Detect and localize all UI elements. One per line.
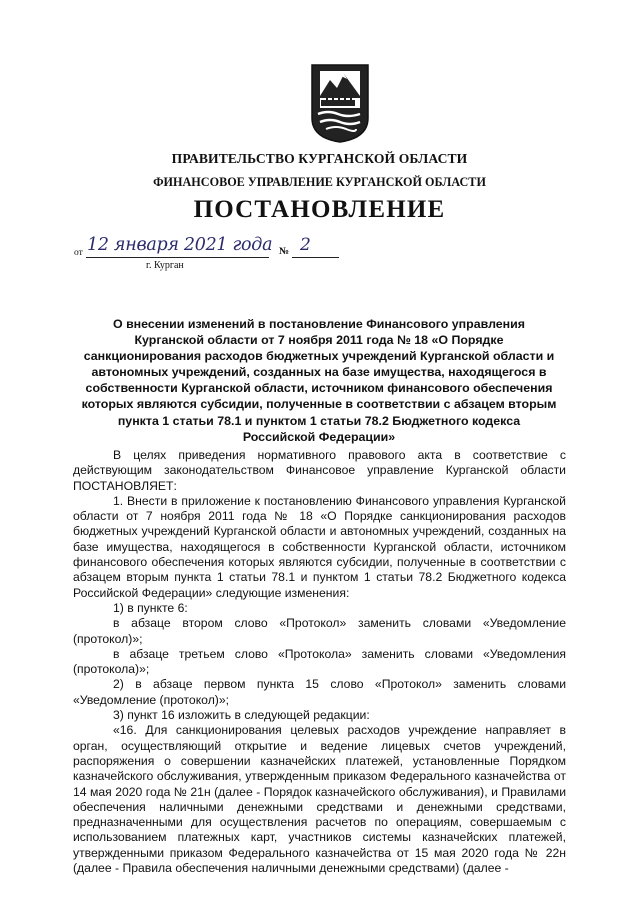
date-prefix: от: [74, 248, 83, 258]
handwritten-date: 12 января 2021 года: [87, 235, 273, 255]
document-subject: О внесении изменений в постановление Финансового управления Курганской области от 7 ноября 2011 года № 18 «О Порядке санкционирования расходов бюджетных учреждений Курганской области и автономных учреждений, созданных на базе имущества, находящегося в собственности Курганской области, источником финансового обеспечения которых являются субсидии, полученные в соответствии с абзацем вторым пункта 1 статьи 78.1 и пунктом 1 статьи 78.2 Бюджетного кодекса Российской Федерации»: [81, 317, 557, 444]
department-title: ФИНАНСОВОЕ УПРАВЛЕНИЕ КУРГАНСКОЙ ОБЛАСТИ: [153, 175, 486, 189]
paragraph-subitem-2: 2) в абзаце первом пункта 15 слово «Протокол» заменить словами «Уведомление (протокол)»;: [73, 677, 566, 707]
number-prefix: №: [279, 246, 290, 257]
paragraph-subitem-3: 3) пункт 16 изложить в следующей редакции:: [113, 708, 370, 723]
paragraph-preamble: В целях приведения нормативного правового акта в соответствие с действующим законодательством Финансовое управление Курганской области ПОСТАНОВЛЯЕТ:: [73, 448, 566, 493]
government-title: ПРАВИТЕЛЬСТВО КУРГАНСКОЙ ОБЛАСТИ: [171, 151, 468, 166]
handwritten-number: 2: [300, 235, 311, 255]
kurgan-coat-of-arms-icon: [308, 62, 372, 144]
document-type-title: ПОСТАНОВЛЕНИЕ: [193, 196, 446, 223]
date-underline: [86, 257, 269, 258]
date-number-line: [74, 235, 374, 278]
paragraph-subitem-1: 1) в пункте 6:: [113, 600, 188, 615]
paragraph-subitem-1b: в абзаце третьем слово «Протокола» заменить словами «Уведомления (протокола)»;: [73, 646, 566, 677]
paragraph-point-16: «16. Для санкционирования целевых расходов учреждение направляет в орган, осуществляющий открытие и ведение лицевых счетов учреждений, распоряжения о совершении казначейских платежей, установленные Порядком казначейского обслуживания, утвержденным приказом Федерального казначейства от 14 мая 2020 года № 21н (далее - Порядок казначейского обслуживания), и Правилами обеспечения наличными денежными средствами и денежными средствами, предназначенными для осуществления расчетов по операциям, совершаемым с использованием платежных карт, участников системы казначейских платежей, утвержденными приказом Федерального казначейства от 15 мая 2020 года № 22н (далее - Правила обеспечения наличными денежными средствами) (далее -: [73, 723, 566, 876]
paragraph-item-1: 1. Внести в приложение к постановлению Финансового управления Курганской области от 7 ноября 2011 года № 18 «О Порядке санкционирования расходов бюджетных учреждений Курганской области и автономных учреждений, созданных на базе имущества, находящегося в собственности Курганской области, источником финансового обеспечения которых являются субсидии, полученные в соответствии с абзацем вторым пункта 1 статьи 78.1 и пунктом 1 статьи 78.2 Бюджетного кодекса Российской Федерации» следующие изменения:: [73, 493, 566, 600]
number-underline: [292, 257, 339, 258]
document-body: [73, 448, 566, 876]
city-label: г. Курган: [146, 260, 184, 271]
paragraph-subitem-1a: в абзаце втором слово «Протокол» заменить словами «Уведомление (протокол)»;: [73, 616, 566, 646]
